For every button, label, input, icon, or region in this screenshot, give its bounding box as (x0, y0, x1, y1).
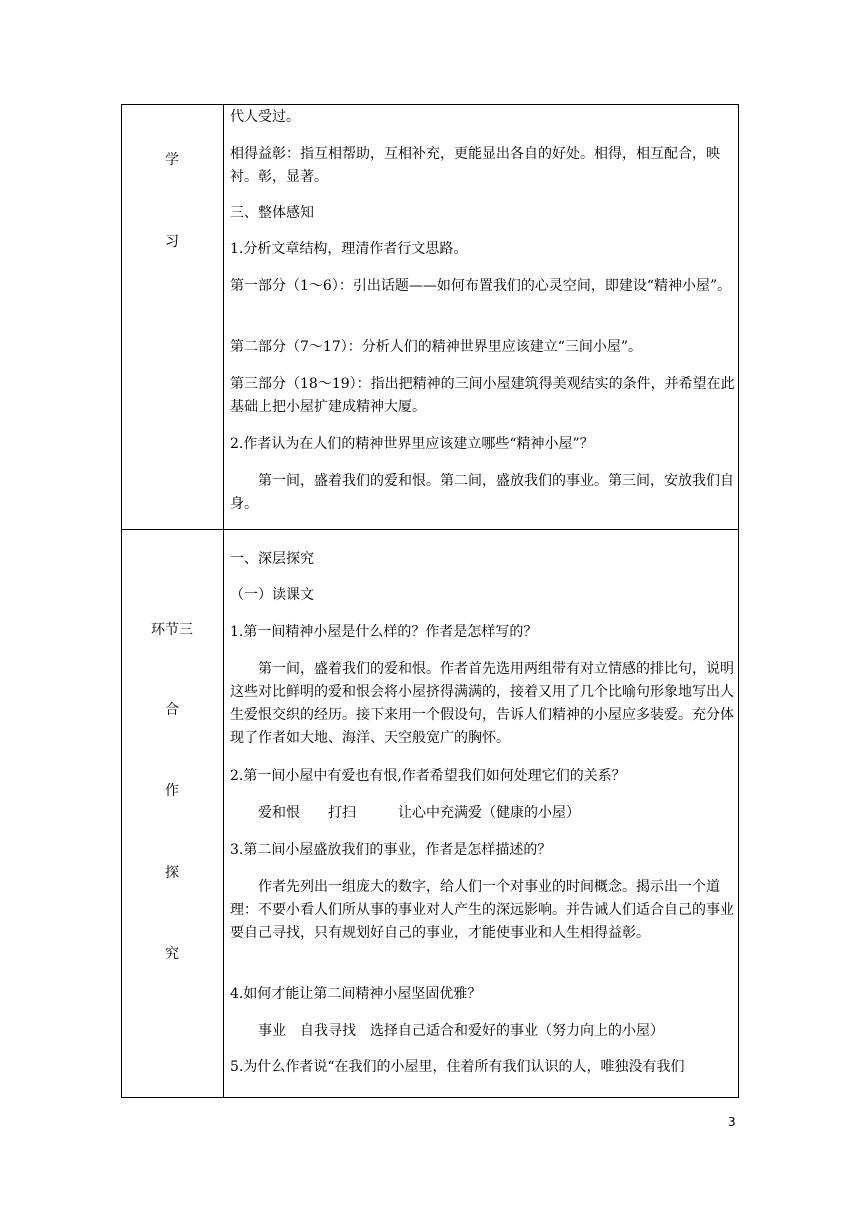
question: 2.第一间小屋中有爱也有恨,作者希望我们如何处理它们的关系？ (230, 768, 626, 784)
question: 4.如何才能让第二间精神小屋坚固优雅？ (230, 986, 482, 1002)
subsection-heading: （一）读课文 (230, 587, 314, 603)
question: 5.为什么作者说“在我们的小屋里，住着所有我们认识的人，唯独没有我们 (230, 1059, 685, 1075)
answer: 爱和恨 打扫 让心中充满爱（健康的小屋） (258, 805, 580, 821)
question: 3.第二间小屋盛放我们的事业，作者是怎样描述的？ (230, 842, 552, 858)
section-heading: 三、整体感知 (230, 205, 314, 221)
row1-label-char-2: 习 (165, 234, 179, 250)
row2-label-char-2: 作 (165, 783, 179, 799)
question: 1.第一间精神小屋是什么样的？作者是怎样写的？ (230, 624, 538, 640)
column-divider (223, 105, 224, 1097)
row2-label-title: 环节三 (151, 622, 193, 638)
paragraph: 第三部分（18～19）：指出把精神的三间小屋建筑得美观结实的条件，并希望在此基础上把小屋扩建成精神大厦。 (230, 376, 735, 415)
row2-label-char-3: 探 (165, 865, 179, 881)
question: 1.分析文章结构，理清作者行文思路。 (230, 241, 468, 257)
paragraph: 代人受过。 (230, 109, 300, 125)
row1-label-char-1: 学 (165, 152, 179, 168)
row2-label-char-4: 究 (165, 946, 179, 962)
paragraph: 第二部分（7～17）：分析人们的精神世界里应该建立“三间小屋”。 (230, 339, 643, 355)
question: 2.作者认为在人们的精神世界里应该建立哪些“精神小屋”？ (230, 436, 594, 452)
section-heading: 一、深层探究 (230, 551, 314, 567)
lesson-table (121, 104, 739, 1098)
answer: 第一间，盛着我们的爱和恨。第二间，盛放我们的事业。第三间，安放我们自身。 (230, 473, 734, 512)
row-divider (122, 529, 738, 530)
answer: 事业 自我寻找 选择自己适合和爱好的事业（努力向上的小屋） (258, 1023, 664, 1039)
row2-label-char-1: 合 (165, 702, 179, 718)
answer: 第一间，盛着我们的爱和恨。作者首先选用两组带有对立情感的排比句，说明这些对比鲜明的爱和恨会将小屋挤得满满的，接着又用了几个比喻句形象地写出人生爱恨交织的经历。接下来用一个假设句，告诉人们精神的小屋应多装爱。充分体现了作者如大地、海洋、天空般宽广的胸怀。 (230, 661, 734, 746)
paragraph: 第一部分（1～6）：引出话题——如何布置我们的心灵空间，即建设“精神小屋”。 (230, 278, 732, 294)
paragraph: 相得益彰：指互相帮助，互相补充，更能显出各自的好处。相得，相互配合，映衬。彰，显著。 (230, 146, 720, 185)
answer: 作者先列出一组庞大的数字，给人们一个对事业的时间概念。揭示出一个道理：不要小看人们所从事的事业对人产生的深远影响。并告诫人们适合自己的事业要自己寻找，只有规划好自己的事业，才能使事业和人生相得益彰。 (230, 879, 734, 941)
page-number: 3 (728, 1115, 736, 1129)
